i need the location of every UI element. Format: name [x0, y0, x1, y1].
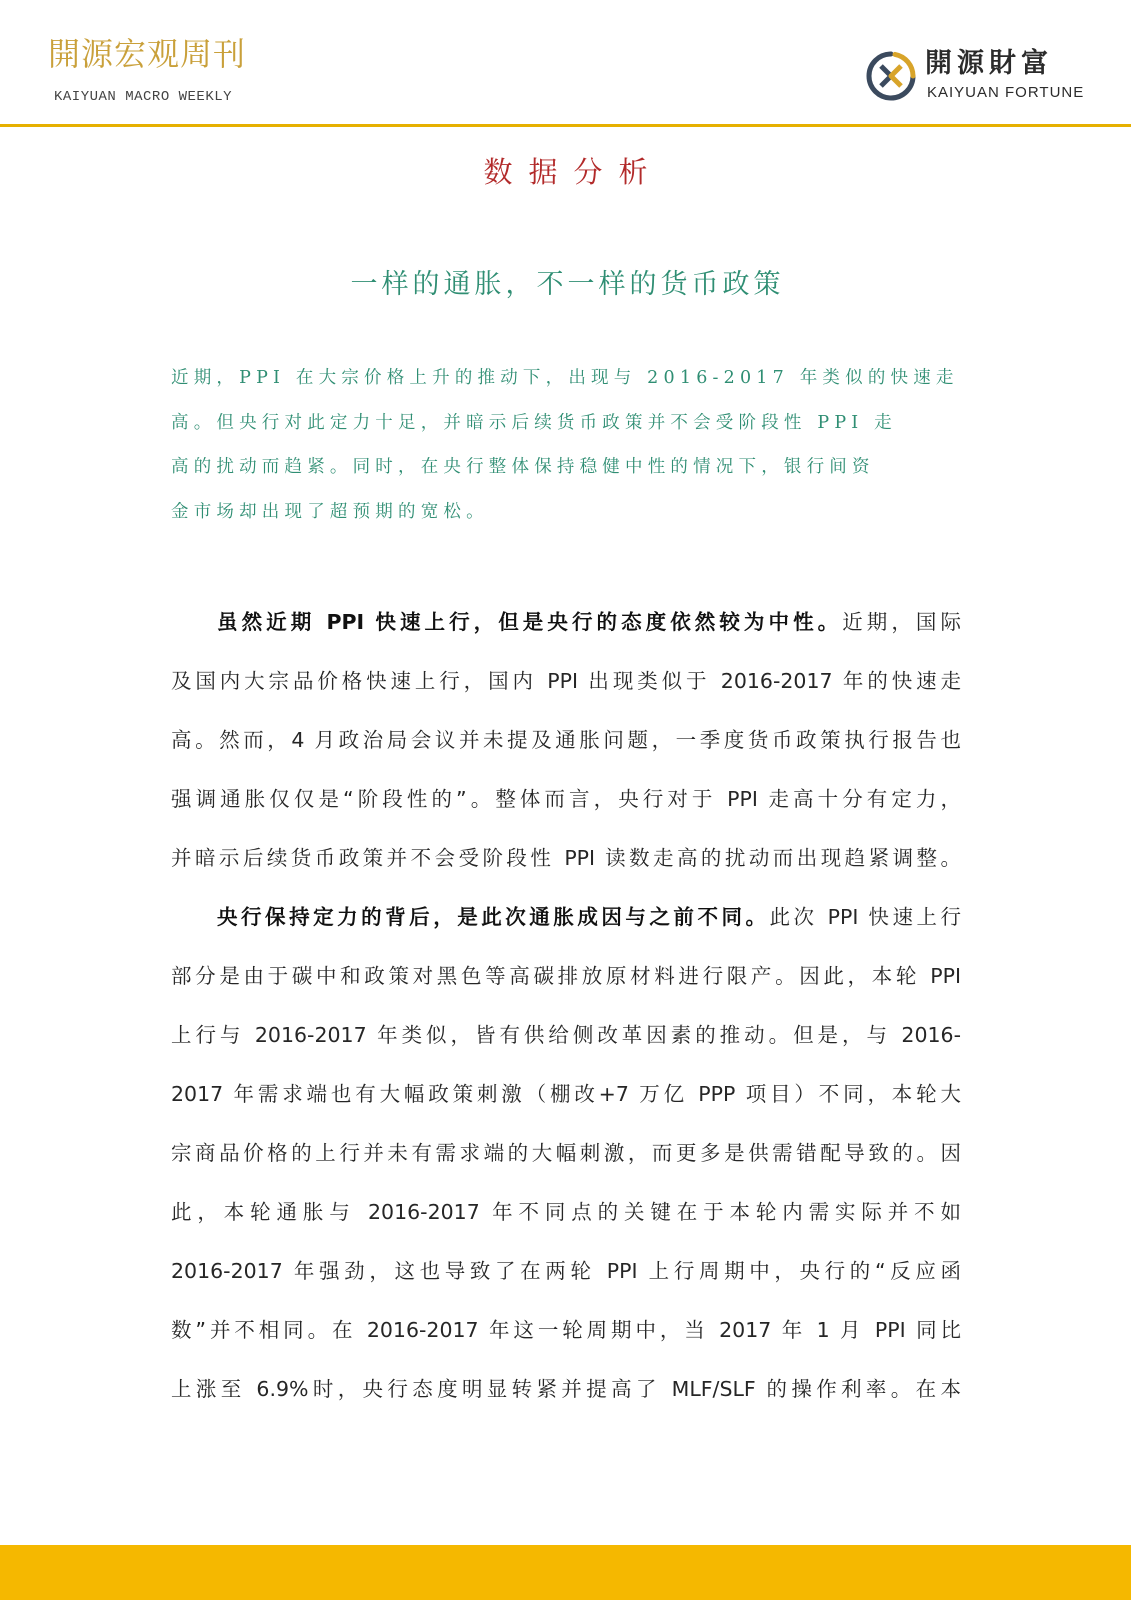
summary-line: 近期，PPI 在大宗价格上升的推动下，出现与 2016-2017 年类似的快速走: [171, 368, 959, 388]
body-line: 强调通胀仅仅是“阶段性的”。整体而言，央行对于 PPI 走高十分有定力，: [171, 787, 961, 811]
body-line: 此，本轮通胀与 2016-2017 年不同点的关键在于本轮内需实际并不如: [171, 1200, 961, 1224]
paragraph-first-line: [171, 593, 961, 652]
paragraph-lead-bold: 虽然近期 PPI 快速上行，但是央行的态度依然较为中性。: [217, 610, 843, 634]
article-body: [171, 593, 961, 1419]
body-line: 上涨至 6.9%时，央行态度明显转紧并提高了 MLF/SLF 的操作利率。在本: [171, 1377, 961, 1401]
summary-line: 高的扰动而趋紧。同时，在央行整体保持稳健中性的情况下，银行间资: [171, 457, 875, 477]
logo-english-text: KAIYUAN FORTUNE: [927, 84, 1085, 101]
body-line: 2017 年需求端也有大幅政策刺激（棚改+7 万亿 PPP 项目）不同，本轮大: [171, 1082, 961, 1106]
body-line: 高。然而，4 月政治局会议并未提及通胀问题，一季度货币政策执行报告也: [171, 728, 961, 752]
paragraph-1: [171, 593, 961, 888]
logo-chinese-text: 開源財富: [925, 48, 1053, 79]
header-divider: [0, 124, 1131, 127]
body-line: 并暗示后续货币政策并不会受阶段性 PPI 读数走高的扰动而出现趋紧调整。: [171, 846, 961, 870]
page-header: [0, 0, 1131, 124]
paragraph-2: [171, 888, 961, 1419]
kaiyuan-fortune-logo: [865, 46, 1105, 106]
article-summary: [171, 356, 961, 534]
kaiyuan-logo-icon: [865, 50, 917, 102]
paragraph-first-line: [171, 888, 961, 947]
paragraph-text: 此次 PPI 快速上行: [769, 905, 961, 929]
footer-band: [0, 1545, 1131, 1600]
body-line: 部分是由于碳中和政策对黑色等高碳排放原材料进行限产。因此，本轮 PPI: [171, 964, 961, 988]
body-line: 宗商品价格的上行并未有需求端的大幅刺激，而更多是供需错配导致的。因: [171, 1141, 961, 1165]
summary-line: 金市场却出现了超预期的宽松。: [171, 501, 489, 522]
article-title: 一样的通胀，不一样的货币政策: [350, 269, 785, 300]
body-line: 及国内大宗品价格快速上行，国内 PPI 出现类似于 2016-2017 年的快速走: [171, 669, 961, 693]
paragraph-lead-bold: 央行保持定力的背后，是此次通胀成因与之前不同。: [217, 905, 770, 929]
brand-subtitle: KAIYUAN MACRO WEEKLY: [54, 89, 233, 105]
section-title: 数据分析: [483, 155, 664, 189]
paragraph-text: 近期，国际: [842, 610, 962, 634]
body-line: 2016-2017 年强劲，这也导致了在两轮 PPI 上行周期中，央行的“反应函: [171, 1259, 961, 1283]
body-line: 数”并不相同。在 2016-2017 年这一轮周期中，当 2017 年 1 月 PPI 同比: [171, 1318, 961, 1342]
summary-line: 高。但央行对此定力十足，并暗示后续货币政策并不会受阶段性 PPI 走: [171, 412, 897, 433]
body-line: 上行与 2016-2017 年类似，皆有供给侧改革因素的推动。但是，与 2016-: [171, 1023, 961, 1047]
brand-title: 開源宏观周刊: [48, 35, 247, 73]
